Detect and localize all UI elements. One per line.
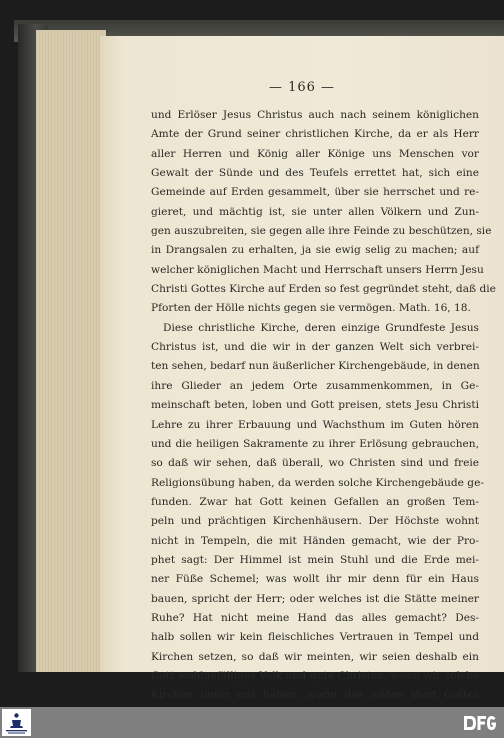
text-line: ihre Glieder an jedem Orte zusammenkommen, in Ge-: [151, 379, 479, 392]
text-line: welcher königlichen Macht und Herrschaft unsers Herrn Jesu: [151, 263, 484, 276]
text-line: Ruhe? Hat nicht meine Hand das alles gemacht? Des-: [151, 611, 479, 624]
text-line: Gewalt der Sünde und des Teufels errettet hat, sich eine: [151, 167, 479, 180]
text-line: aller Herren und König aller Könige uns Menschen vor: [151, 147, 479, 160]
text-line: nicht in Tempeln, die mit Händen gemacht, wie der Pro-: [151, 534, 479, 547]
text-line: Christus ist, und die wir in der ganzen Welt sich verbrei-: [151, 341, 479, 354]
text-line: peln und prächtigen Kirchenhäusern. Der Höchste wohnt: [151, 515, 479, 528]
text-line: und Erlöser Jesus Christus auch nach seinem königlichen: [151, 109, 479, 121]
text-line: Religionsübung haben, da werden solche Kirchengebäude ge-: [151, 476, 484, 489]
text-line: gen auszubreiten, sie gegen alle ihre Feinde zu beschützen, sie: [151, 225, 492, 238]
text-line: Gemeinde auf Erden gesammelt, über sie herrschet und re-: [151, 186, 479, 199]
page-stack-edge: [36, 30, 106, 672]
page-number: — 166 —: [268, 80, 336, 95]
text-line: Pforten der Hölle nichts gegen sie vermögen. Math. 16, 18.: [151, 302, 471, 315]
text-line: meinschaft beten, loben und Gott preisen, stets Jesu Christi: [151, 399, 479, 412]
viewer-footer-bar: [0, 707, 504, 738]
text-line: Lehre zu ihrer Erbauung und Wachsthum im Guten hören: [151, 418, 479, 431]
text-line: gieret, und mächtig ist, sie unter allen Völkern und Zun-: [151, 205, 479, 218]
text-line: Diese christliche Kirche, deren einzige Grundfeste Jesus: [163, 321, 479, 334]
dfg-logo-icon[interactable]: [462, 713, 498, 733]
body-text: [151, 106, 496, 725]
library-logo-icon[interactable]: [2, 709, 31, 736]
text-line: halb sollen wir kein fleischliches Vertrauen in Tempel und: [151, 631, 479, 644]
text-line: Kirchen unter uns haben, worin das wahre Wort Gottes: [151, 689, 479, 702]
text-line: so daß wir sehen, daß überall, wo Christen sind und freie: [151, 457, 479, 470]
text-line: Kirchen setzen, so daß wir meinten, wir seien deshalb ein: [151, 650, 479, 663]
text-line: Amte der Grund seiner christlichen Kirche, da er als Herr: [151, 128, 479, 141]
book-page: [100, 36, 504, 702]
text-line: funden. Zwar hat Gott keinen Gefallen an großen Tem-: [151, 495, 479, 508]
text-line: Gott wohlgefälliges Volk und gute Christen, wenn wir solche: [151, 669, 479, 682]
text-line: ten sehen, bedarf nun äußerlicher Kirchengebäude, in denen: [151, 360, 480, 373]
text-line: phet sagt: Der Himmel ist mein Stuhl und die Erde mei-: [151, 553, 479, 566]
text-line: in Drangsalen zu erhalten, ja sie ewig selig zu machen; auf: [151, 244, 479, 257]
text-line: ner Füße Schemel; was wollt ihr mir denn für ein Haus: [151, 573, 479, 586]
text-line: und die heiligen Sakramente zu ihrer Erlösung gebrauchen,: [151, 437, 479, 450]
text-line: bauen, spricht der Herr; oder welches ist die Stätte meiner: [151, 592, 479, 605]
text-line: Christi Gottes Kirche auf Erden so fest gegründet steht, daß die: [151, 283, 496, 296]
